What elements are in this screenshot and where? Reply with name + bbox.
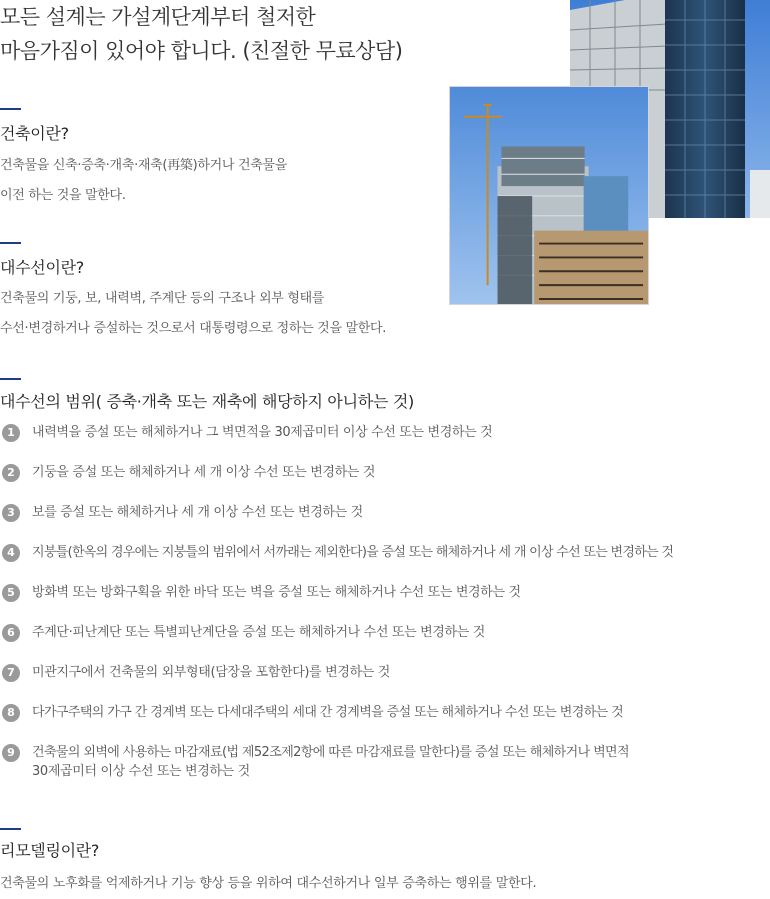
- number-badge: 3: [2, 504, 20, 522]
- page-headline: [0, 0, 450, 68]
- scope-list: [0, 423, 770, 781]
- number-badge: 6: [2, 624, 20, 642]
- scope-list-item: [0, 583, 770, 602]
- number-badge: 7: [2, 664, 20, 682]
- construction-crane-building-photo: [449, 86, 649, 305]
- section-title-major-repair: 대수선이란?: [0, 258, 84, 277]
- scope-item-text: 지붕틀(한옥의 경우에는 지붕틀의 범위에서 서까래는 제외한다)을 증설 또는 해체하거나 세 개 이상 수선 또는 변경하는 것: [32, 545, 674, 560]
- scope-list-item: [0, 543, 770, 562]
- number-badge: 4: [2, 544, 20, 562]
- number-badge: 2: [2, 464, 20, 482]
- section-text-major-repair: [0, 284, 386, 344]
- section-title-construction: 건축이란?: [0, 124, 69, 143]
- scope-item-text: 기둥을 증설 또는 해체하거나 세 개 이상 수선 또는 변경하는 것: [32, 465, 376, 480]
- scope-list-item: [0, 703, 770, 722]
- scope-list-item: [0, 423, 770, 442]
- headline-line-2: 마음가짐이 있어야 합니다. (친절한 무료상담): [0, 39, 403, 63]
- section-accent-bar: [0, 378, 21, 380]
- scope-list-item: [0, 743, 770, 781]
- section-accent-bar: [0, 242, 21, 244]
- scope-item-text: 보를 증설 또는 해체하거나 세 개 이상 수선 또는 변경하는 것: [32, 505, 363, 520]
- section-text-remodeling: 건축물의 노후화를 억제하거나 기능 향상 등을 위하여 대수선하거나 일부 증축하는 행위를 말한다.: [0, 876, 537, 891]
- scope-item-text: 다가구주택의 가구 간 경계벽 또는 다세대주택의 세대 간 경계벽을 증설 또는 해체하거나 수선 또는 변경하는 것: [32, 705, 624, 720]
- section-text-construction: [0, 151, 287, 211]
- scope-item-text: 방화벽 또는 방화구획을 위한 바닥 또는 벽을 증설 또는 해체하거나 수선 또는 변경하는 것: [32, 585, 521, 600]
- number-badge: 8: [2, 704, 20, 722]
- scope-list-item: [0, 503, 770, 522]
- text-line: 이전 하는 것을 말한다.: [0, 188, 126, 203]
- scope-item-text: 주계단·피난계단 또는 특별피난계단을 증설 또는 해체하거나 수선 또는 변경하는 것: [32, 625, 485, 640]
- scope-item-text: 30제곱미터 이상 수선 또는 변경하는 것: [32, 764, 250, 779]
- section-title-scope: 대수선의 범위( 증축·개축 또는 재축에 해당하지 아니하는 것): [0, 392, 414, 411]
- scope-list-item: [0, 623, 770, 642]
- scope-list-item: [0, 663, 770, 682]
- number-badge: 5: [2, 584, 20, 602]
- scope-item-text: 내력벽을 증설 또는 해체하거나 그 벽면적을 30제곱미터 이상 수선 또는 변경하는 것: [32, 425, 493, 440]
- text-line: 수선·변경하거나 증설하는 것으로서 대통령령으로 정하는 것을 말한다.: [0, 321, 387, 336]
- scope-item-text: 미관지구에서 건축물의 외부형태(담장을 포함한다)를 변경하는 것: [32, 665, 390, 680]
- section-accent-bar: [0, 828, 21, 830]
- headline-line-1: 모든 설계는 가설계단계부터 철저한: [0, 5, 316, 29]
- scope-list-item: [0, 463, 770, 482]
- section-title-remodeling: 리모델링이란?: [0, 841, 100, 860]
- text-line: 건축물의 기둥, 보, 내력벽, 주계단 등의 구조나 외부 형태를: [0, 291, 325, 306]
- scope-item-text: 건축물의 외벽에 사용하는 마감재료(법 제52조제2항에 따른 마감재료를 말한다)를 증설 또는 해체하거나 벽면적: [32, 745, 629, 760]
- text-line: 건축물을 신축·증축·개축·재축(再築)하거나 건축물을: [0, 158, 288, 173]
- number-badge: 1: [2, 424, 20, 442]
- number-badge: 9: [2, 744, 20, 762]
- section-accent-bar: [0, 108, 21, 110]
